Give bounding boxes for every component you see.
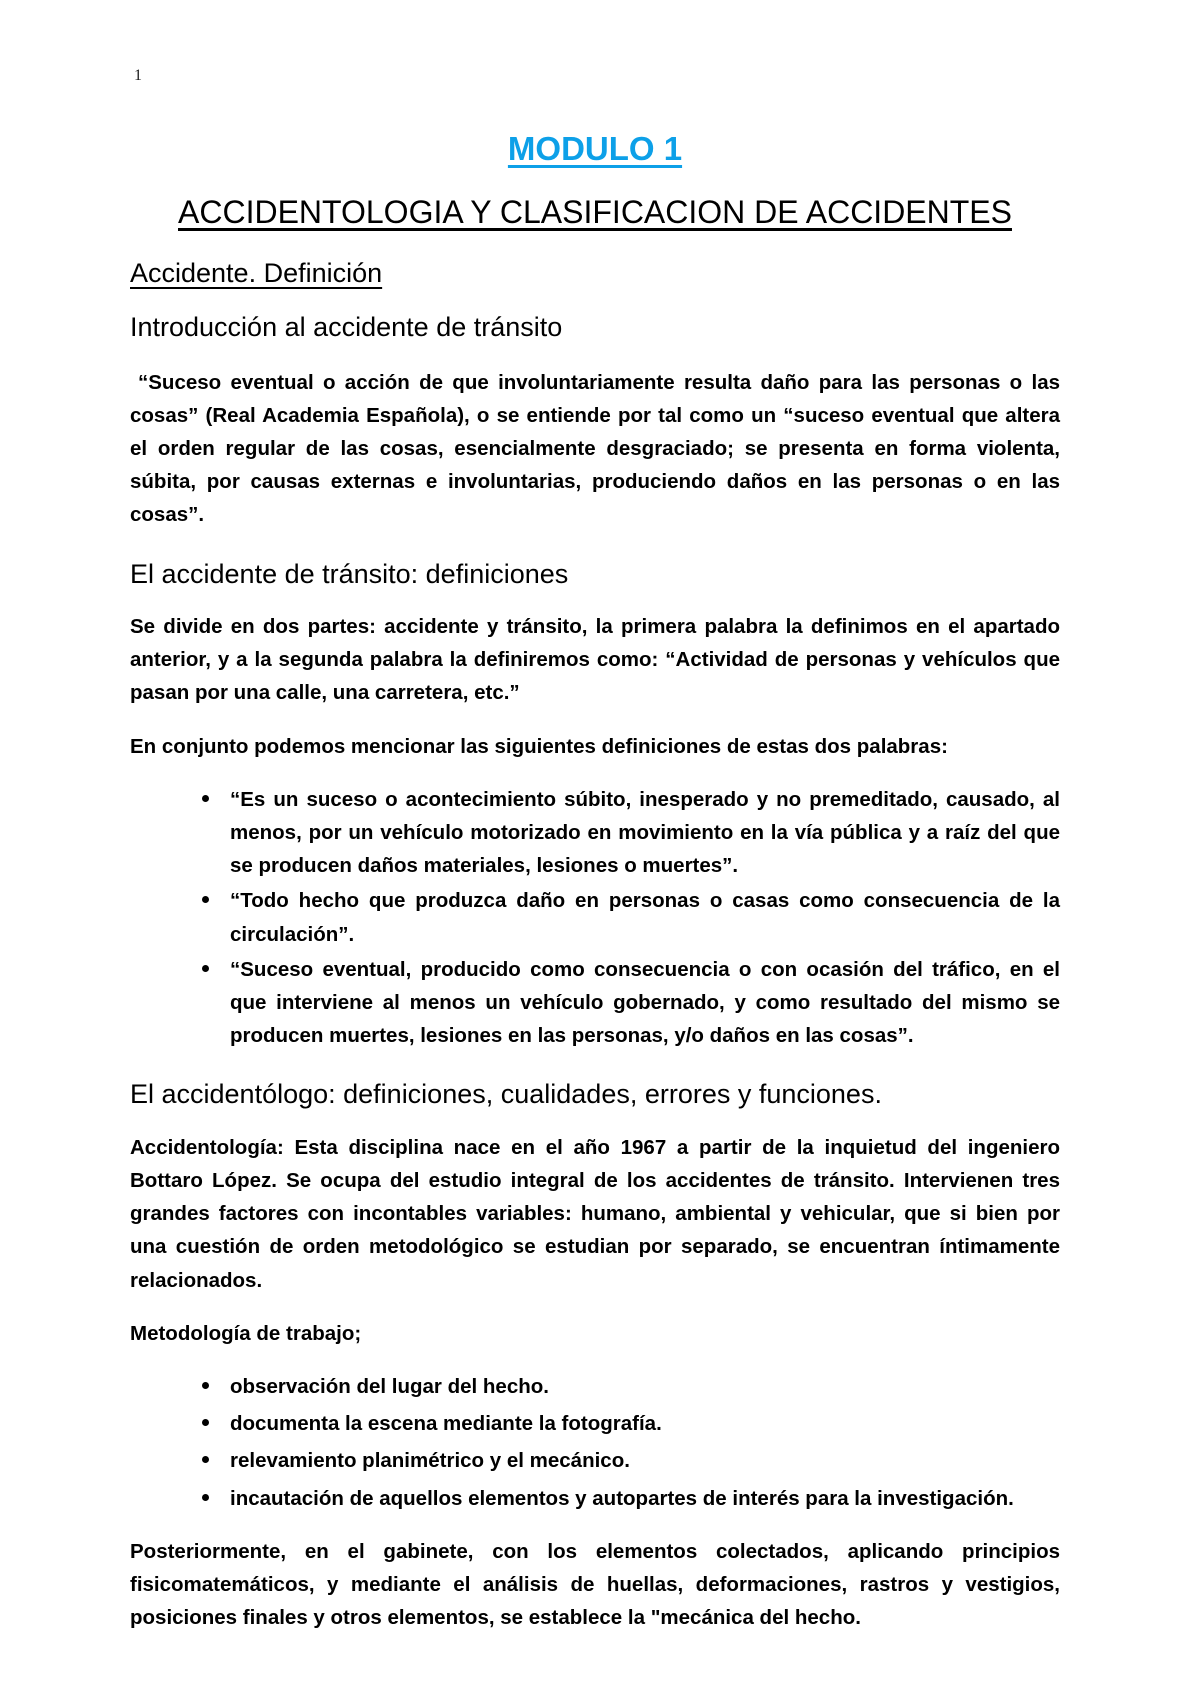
list-item: “Es un suceso o acontecimiento súbito, inesperado y no premeditado, causado, al menos, por un vehículo motorizado en movimiento en la vía pública y a raíz del que se producen daños materiales, lesiones o muertes”.	[200, 783, 1060, 883]
paragraph-metodologia-de-trabajo: Metodología de trabajo;	[130, 1321, 362, 1345]
list-item: relevamiento planimétrico y el mecánico.	[200, 1444, 1060, 1477]
document-title-sub-text: ACCIDENTOLOGIA Y CLASIFICACION DE ACCIDENTES	[178, 193, 1012, 230]
list-item: “Suceso eventual, producido como consecuencia o con ocasión del tráfico, en el que interviene al menos un vehículo gobernado, y como resultado del mismo se producen muertes, lesiones en las personas, y/o daños en las cosas”.	[200, 953, 1060, 1053]
paragraph-se-divide-en-dos-partes: Se divide en dos partes: accidente y tránsito, la primera palabra la definimos en el apartado anterior, y a la segunda palabra la definiremos como: “Actividad de personas y vehículos que pasan por una calle, una carretera, etc.”	[130, 614, 1060, 705]
list-item: documenta la escena mediante la fotografía.	[200, 1407, 1060, 1440]
metodologia-bullet-list	[130, 1370, 1060, 1515]
paragraph-accidentologia	[130, 1131, 1060, 1297]
heading-accidente-transito-definiciones: El accidente de tránsito: definiciones	[130, 558, 569, 589]
paragraph-en-conjunto: En conjunto podemos mencionar las siguientes definiciones de estas dos palabras:	[130, 734, 948, 758]
document-title-main-text: MODULO 1	[507, 130, 683, 167]
paragraph-accidentologia-lead: Accidentología	[130, 1135, 277, 1159]
definiciones-bullet-list	[130, 783, 1060, 1053]
page-number: 1	[134, 67, 142, 84]
paragraph-rae-definition: “Suceso eventual o acción de que involuntariamente resulta daño para las personas o las cosas” (Real Academia Española), o se entiende por tal como un “suceso eventual que altera el orden regular de las cosas, esencialmente desgraciado; se presenta en forma violenta, súbita, por causas externas e involuntarias, produciendo daños en las personas o en las cosas”.	[130, 370, 1060, 527]
document-content	[130, 130, 1060, 1654]
paragraph-accidentologia-rest: : Esta disciplina nace en el año 1967 a partir de la inquietud del ingeniero Bottaro López. Se ocupa del estudio integral de los accidentes de tránsito. Intervienen tres grandes factores con incontables variables: humano, ambiental y vehicular, que si bien por una cuestión de orden metodológico se estudian por separado, se encuentran íntimamente relacionados.	[130, 1135, 1060, 1292]
heading-accidente-definicion-text: Accidente. Definición	[130, 257, 383, 288]
heading-introduccion-accidente-transito: Introducción al accidente de tránsito	[130, 312, 563, 343]
list-item: incautación de aquellos elementos y autopartes de interés para la investigación.	[200, 1482, 1060, 1515]
document-title-main	[130, 130, 1060, 168]
paragraph-posteriormente: Posteriormente, en el gabinete, con los elementos colectados, aplicando principios fisicomatemáticos, y mediante el análisis de huellas, deformaciones, rastros y vestigios, posiciones finales y otros elementos, se establece la "mecánica del hecho.	[130, 1539, 1060, 1630]
heading-accidentologo: El accidentólogo: definiciones, cualidades, errores y funciones.	[130, 1079, 882, 1110]
heading-accidente-definicion	[130, 257, 1060, 289]
document-title-sub	[130, 194, 1060, 231]
list-item: “Todo hecho que produzca daño en personas o casas como consecuencia de la circulación”.	[200, 884, 1060, 950]
list-item: observación del lugar del hecho.	[200, 1370, 1060, 1403]
